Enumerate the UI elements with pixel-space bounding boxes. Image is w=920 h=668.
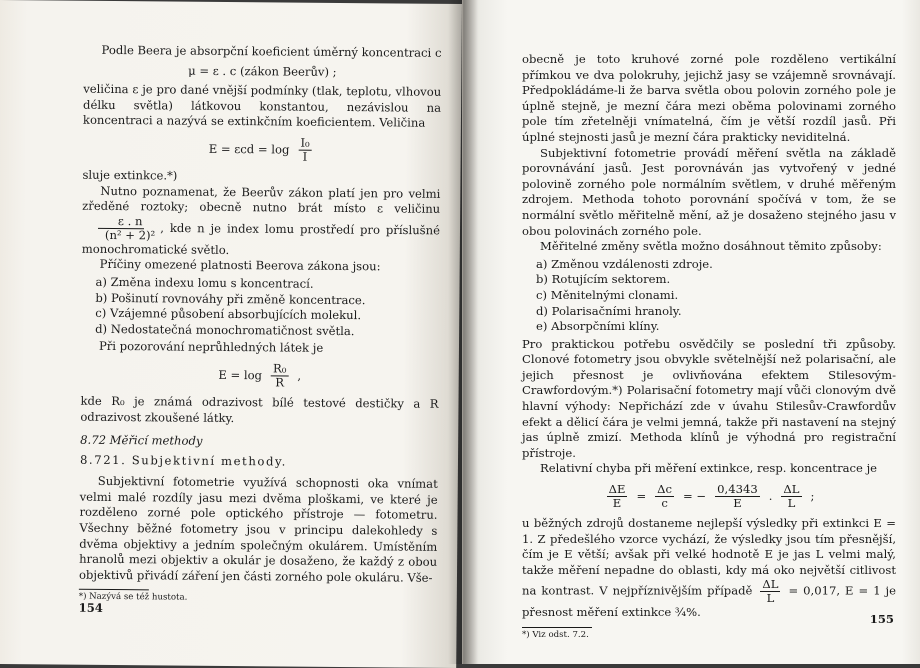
page-number: 154 (78, 600, 103, 615)
equation-beer-law: μ = ε . c (zákon Beerův) ; (188, 63, 337, 79)
equation-text: E = εcd = log (208, 141, 290, 157)
paragraph: Příčiny omezené platnosti Beerova zákona jsou: (99, 257, 381, 274)
fraction-denominator: R (275, 375, 285, 390)
paragraph-text: u běžných zdrojů dostaneme nejlepší výsledky při extinkci E = 1. Z předešlého vzorce vychází, že výsledky jsou tím přesnější, čím je E větší; avšak při velké hodnotě E je jas L velmi malý, takže měření nepadne do oblasti, kdy má oko největší citlivost na kontrast. V nejpříznivějším případě (522, 516, 896, 598)
fraction-denominator: E (733, 496, 742, 511)
fraction-denominator: L (787, 496, 796, 511)
paragraph: obecně je toto kruhové zorné pole rozděleno vertikální přímkou ve dva polokruhy, jejichž jasy se vzájemně srovnávají. Předpokládáme-li že barva světla obou polovin zorného pole je úplně stejně, je mezní čára mezi oběma polovinami zorného pole tím zřetelněji vnímatelná, čím je větší rozdíl jasů. Při úplné stejnosti jasů je mezní čára prakticky neviditelná. (522, 52, 896, 144)
footnote: *) Viz odst. 7.2. (522, 630, 589, 640)
fraction-numerator: 0,4343 (717, 482, 758, 497)
equation-text: = (636, 488, 647, 503)
page-number: 155 (869, 612, 894, 626)
fraction (781, 483, 801, 510)
list-item: d) Nedostatečná monochromatičnost světla. (95, 321, 355, 338)
fraction (298, 137, 311, 164)
list-item: b) Pošinutí rovnováhy při změně koncentrace. (95, 290, 366, 307)
fraction (655, 483, 674, 510)
fraction (85, 215, 158, 243)
equation-text: , (297, 368, 302, 383)
equation-text: E = log (218, 367, 263, 382)
footnote: *) Nazývá se též hustota. (78, 592, 188, 604)
paragraph: Podle Beera je absorpční koeficient úměrný koncentraci c (101, 42, 442, 60)
fraction (760, 578, 780, 605)
method-list (522, 257, 896, 335)
paragraph (82, 183, 441, 260)
paragraph: Pro praktickou potřebu osvědčily se poslední tři způsoby. Clonové fotometry jsou obvykle světelnější než polarisační, ale jejich přesnost je ovlivňována efektem Stilesovým-Crawfordovým.*) Polarisační fotometry mají vůči clonovým dvě hlavní výhody: Nepřichází zde v úvahu Stilesův-Crawfordův efekt a dělicí čára je velmi jemná, takže při nastavení na stejný jas úplně zmizí. Methoda klínů je výhodná pro registrační přístroje. (522, 336, 896, 460)
list-item: c) Vzájemné působení absorbujících molekul. (95, 305, 362, 323)
equation-extinction (83, 135, 441, 165)
section-heading (80, 433, 438, 452)
fraction-numerator: ΔL (762, 577, 779, 592)
footnote-rule (79, 589, 149, 591)
fraction-denominator: L (766, 591, 775, 606)
paragraph-text: Nutno poznamenat, že Beerův zákon platí jen pro velmi zředěné roztoky; obecně nutno brát místo ε veličinu (82, 183, 441, 217)
equation-relative-error (522, 483, 896, 510)
equation-text: = − (683, 488, 707, 503)
paragraph: Měřitelné změny světla možno dosáhnout těmito způsoby: (540, 239, 882, 254)
paragraph: veličina ε je pro dané vnější podmínky (tlak, teplotu, vlhovou délku světla) látkovou konstantou, nezávislou na koncentraci a nazývá se extinkčním koeficientem. Veličina (82, 81, 442, 131)
equation-reflectance (81, 361, 439, 391)
right-page (462, 0, 920, 664)
fraction-numerator: ΔE (608, 482, 626, 497)
paragraph: Subjektivní fotometrie provádí měření světla na základě porovnávání jasů. Jest porovnáván jas vytvořený v jedné polovině zorného pole normálním světlem, v druhé měřeným zdrojem. Methoda tohoto porovnání spočívá v tom, že se normální světlo měřitelně mění, až je dosaženo stejného jasu v obou polovinách zorného pole. (522, 145, 896, 238)
list-item: c) Měnitelnými clonami. (536, 287, 679, 302)
book-gutter-shadow (448, 0, 478, 664)
list-item: d) Polarisačními hranoly. (536, 303, 682, 318)
fraction-numerator: ΔL (783, 482, 800, 497)
fraction (607, 483, 628, 510)
fraction-denominator: I (302, 149, 308, 164)
paragraph (522, 516, 896, 621)
fraction-numerator: R₀ (271, 362, 289, 376)
fraction-denominator: E (612, 496, 622, 511)
list-item: e) Absorpčními klíny. (536, 319, 660, 334)
equation-text: . (768, 488, 773, 503)
paragraph-text: , kde n je index lomu prostředí pro příslušné monochromatické světlo. (81, 220, 441, 257)
paragraph: Při pozorování neprůhledných látek je (98, 339, 324, 356)
list-item: a) Změna indexu lomu s koncentrací. (95, 274, 314, 291)
list-item: a) Změnou vzdálenosti zdroje. (536, 256, 713, 271)
paragraph: kde R₀ je známá odrazivost bílé testové destičky a R odrazivost zkoušené látky. (80, 393, 439, 425)
fraction-numerator: Δc (657, 482, 673, 497)
fraction (271, 362, 289, 389)
paragraph: Relativní chyba při měření extinkce, resp. koncentrace je (540, 461, 878, 476)
list-item: b) Rotujícím sektorem. (536, 272, 671, 287)
paragraph-text: = 0,017, E = 1 je přesnost měření extinkce ¾%. (522, 583, 897, 620)
fraction-denominator: c (661, 496, 668, 511)
fraction-numerator: ε . n (98, 215, 145, 229)
cause-list (81, 275, 440, 340)
equation-text: ; (810, 488, 815, 503)
subsection-heading: 8.721. Subjektivní methody. (79, 452, 287, 469)
paragraph: Subjektivní fotometrie využívá schopnosti oka vnímat velmi malé rozdíly jasu mezi dvěma ploškami, ve které je rozděleno zorné pole optického přístroje — fotometru. Všechny běžné fotometry jsou v principu dalekohledy s dvěma objektivy a jedním společným okulárem. Umístěním hranolů mezi objektiv a okulár je dosaženo, že každý z obou objektivů přivádí záření jen části zorného pole okuláru. Vše- (78, 474, 438, 585)
footnote-rule (522, 627, 592, 628)
fraction-numerator: I₀ (298, 137, 311, 151)
section-heading-text: 8.72 Měřicí methody (80, 432, 203, 448)
fraction-denominator: (n² + 2)² (104, 227, 156, 243)
paragraph: sluje extinkce.*) (82, 167, 178, 183)
fraction (715, 483, 760, 510)
